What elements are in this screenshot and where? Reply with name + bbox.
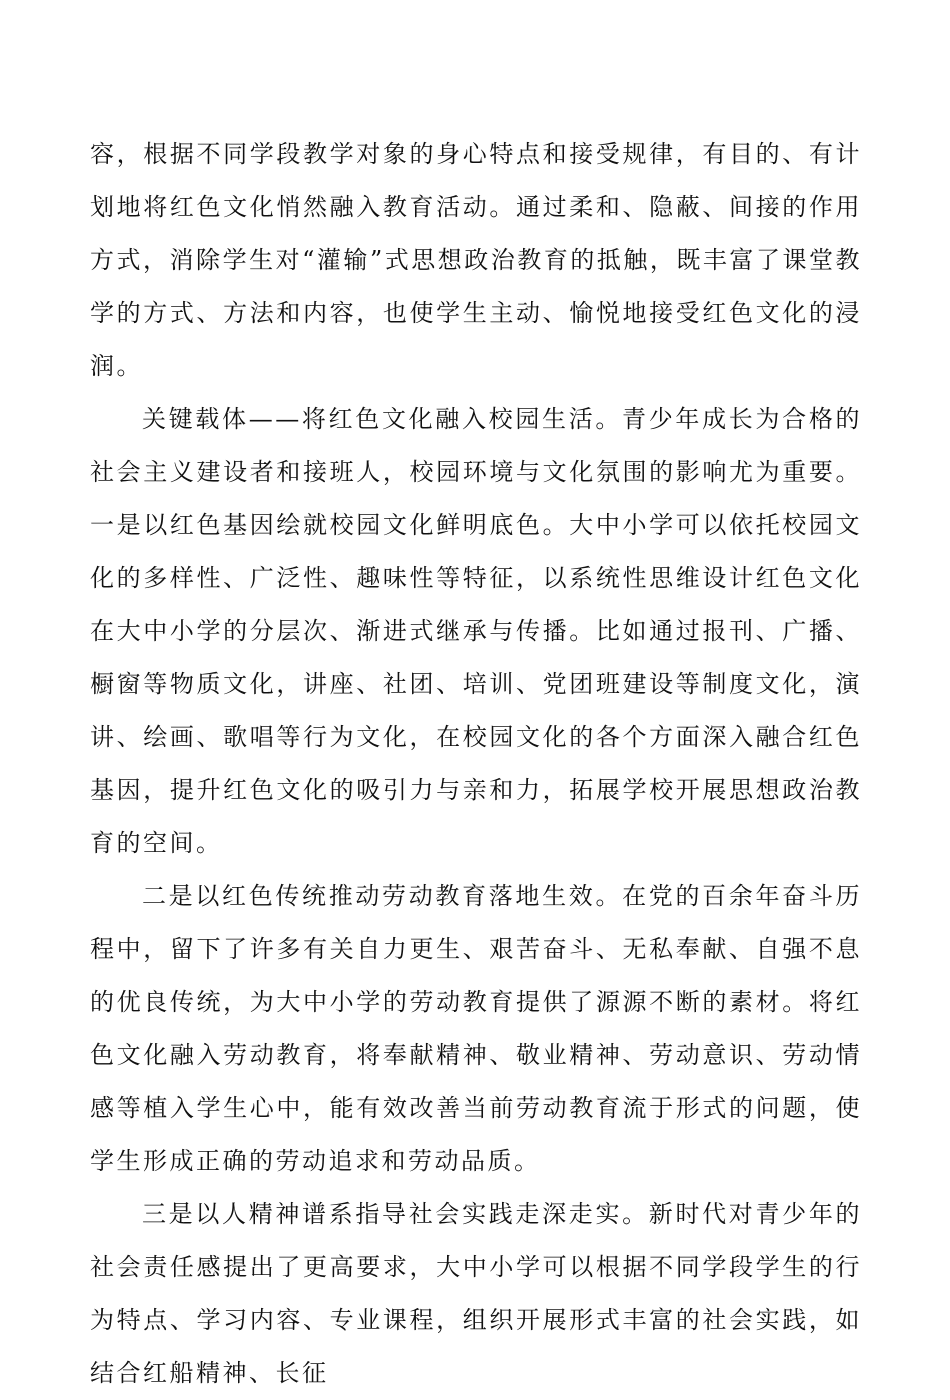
paragraph-social-practice: 三是以人精神谱系指导社会实践走深走实。新时代对青少年的社会责任感提出了更高要求，大中小学可以根据不同学段学生的行为特点、学习内容、专业课程，组织开展形式丰富的社会实践，如结合红船精神、长征	[90, 1200, 862, 1387]
paragraph-key-carrier: 关键载体——将红色文化融入校园生活。青少年成长为合格的社会主义建设者和接班人，校园环境与文化氛围的影响尤为重要。一是以红色基因绘就校园文化鲜明底色。大中小学可以依托校园文化的多样性、广泛性、趣味性等特征，以系统性思维设计红色文化在大中小学的分层次、渐进式继承与传播。比如通过报刊、广播、橱窗等物质文化，讲座、社团、培训、党团班建设等制度文化，演讲、绘画、歌唱等行为文化，在校园文化的各个方面深入融合红色基因，提升红色文化的吸引力与亲和力，拓展学校开展思想政治教育的空间。	[90, 405, 862, 857]
document-body	[90, 128, 862, 1400]
paragraph-continued: 容，根据不同学段教学对象的身心特点和接受规律，有目的、有计划地将红色文化悄然融入教育活动。通过柔和、隐蔽、间接的作用方式，消除学生对“灌输”式思想政治教育的抵触，既丰富了课堂教学的方式、方法和内容，也使学生主动、愉悦地接受红色文化的浸润。	[90, 140, 862, 380]
paragraph-labor-education: 二是以红色传统推动劳动教育落地生效。在党的百余年奋斗历程中，留下了许多有关自力更生、艰苦奋斗、无私奉献、自强不息的优良传统，为大中小学的劳动教育提供了源源不断的素材。将红色文化融入劳动教育，将奉献精神、敬业精神、劳动意识、劳动情感等植入学生心中，能有效改善当前劳动教育流于形式的问题，使学生形成正确的劳动追求和劳动品质。	[90, 882, 862, 1175]
